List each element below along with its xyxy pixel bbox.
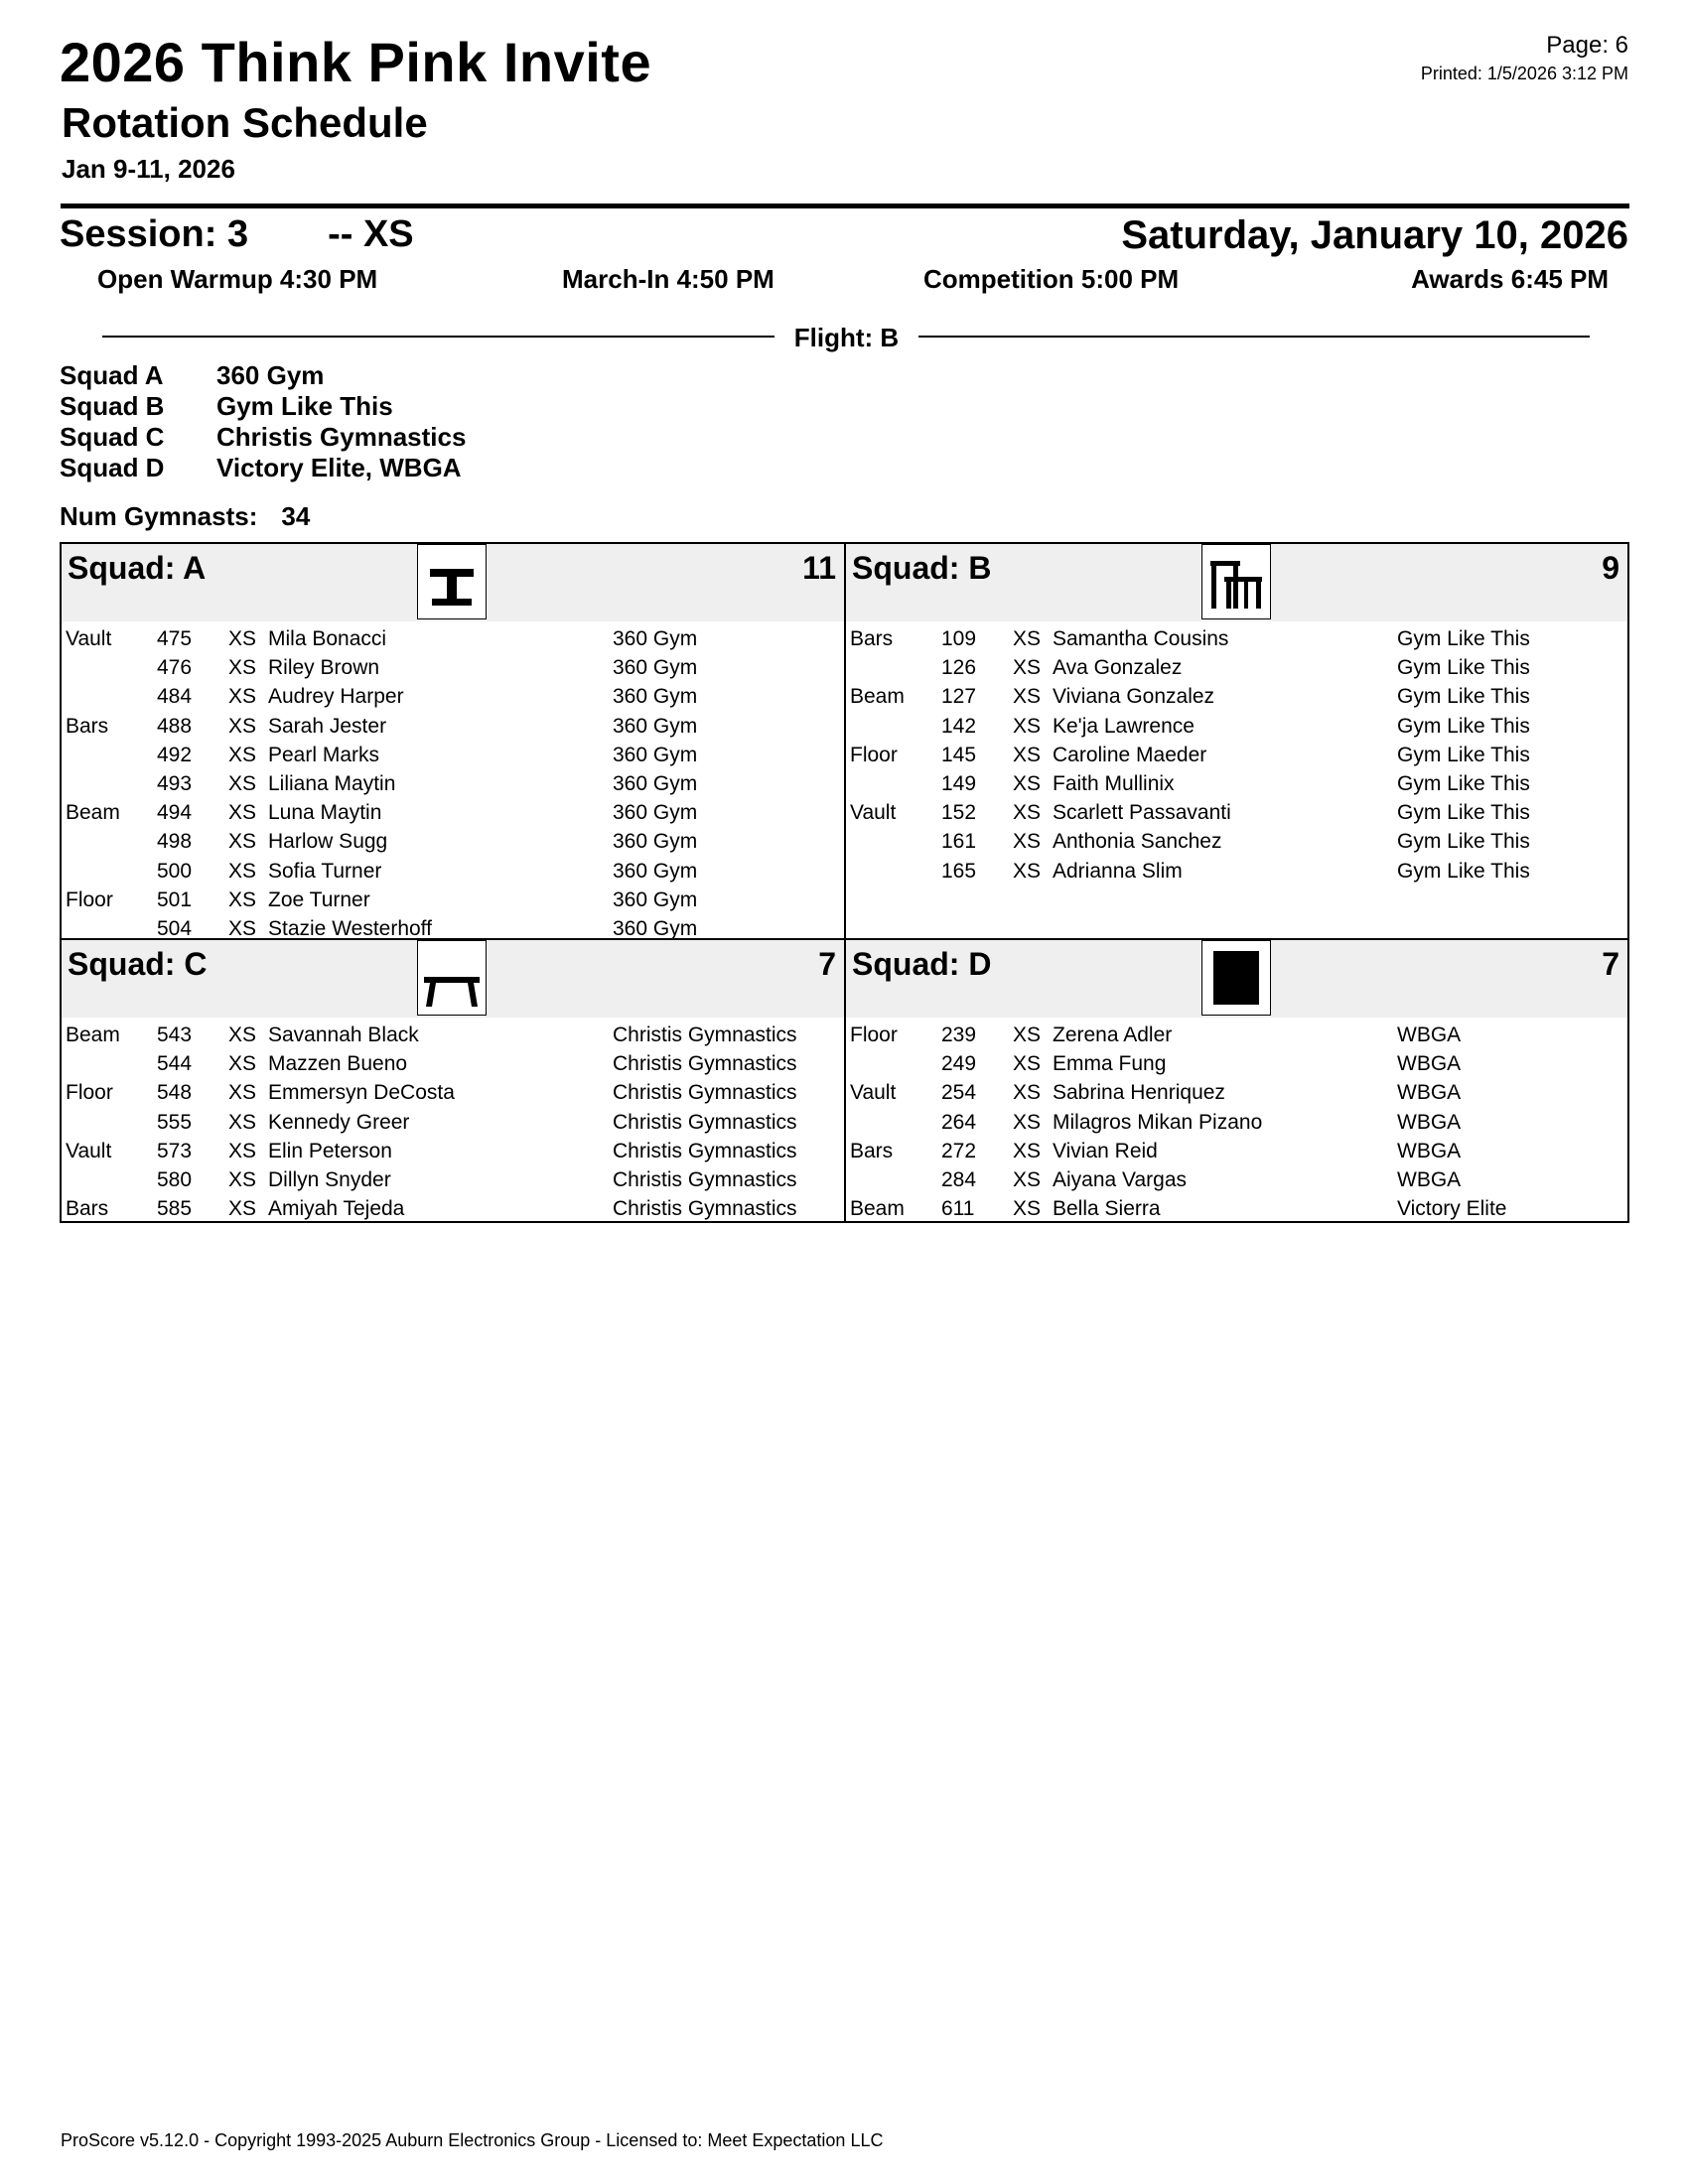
level-cell: XS — [1013, 1110, 1042, 1134]
number-cell: 573 — [157, 1139, 193, 1162]
gymnast-name: Sarah Jester — [268, 714, 387, 738]
gym-name: Gym Like This — [1397, 801, 1530, 825]
number-cell: 500 — [157, 859, 193, 883]
gymnast-row — [62, 624, 844, 653]
gymnast-row — [62, 653, 844, 682]
level-cell: XS — [228, 714, 257, 738]
flight-divider-left — [102, 336, 774, 338]
squad-name: Squad: C — [68, 946, 208, 982]
event-cell: Vault — [850, 801, 897, 825]
gym-name: 360 Gym — [613, 859, 698, 883]
gym-name: Gym Like This — [1397, 859, 1530, 883]
level-cell: XS — [228, 743, 257, 766]
report-subtitle: Rotation Schedule — [62, 99, 428, 146]
flight-label: Flight: B — [793, 323, 900, 352]
num-gymnasts-value: 34 — [281, 501, 311, 531]
event-cell: Vault — [66, 627, 112, 650]
number-cell: 272 — [941, 1139, 977, 1162]
gymnast-name: Kennedy Greer — [268, 1110, 410, 1134]
gym-name: Christis Gymnastics — [613, 1197, 797, 1221]
number-cell: 249 — [941, 1052, 977, 1076]
event-cell: Vault — [66, 1139, 112, 1162]
gymnast-row — [846, 682, 1627, 711]
squad-assignment: Squad D Victory Elite, WBGA — [60, 453, 462, 482]
gymnast-row — [62, 769, 844, 798]
gymnast-row — [62, 1021, 844, 1049]
gymnast-name: Ke'ja Lawrence — [1053, 714, 1195, 738]
gymnast-row — [62, 1165, 844, 1194]
gymnast-row — [846, 1137, 1627, 1165]
gymnast-row — [62, 1078, 844, 1107]
session-heading — [60, 213, 414, 256]
number-cell: 494 — [157, 801, 193, 825]
squad-name: Squad: D — [852, 946, 992, 982]
level-cell: XS — [228, 627, 257, 650]
event-cell: Vault — [850, 1081, 897, 1105]
number-cell: 254 — [941, 1081, 977, 1105]
gymnast-name: Mila Bonacci — [268, 627, 387, 650]
gymnast-name: Faith Mullinix — [1053, 771, 1175, 795]
level-cell: XS — [228, 887, 257, 911]
event-cell: Bars — [850, 1139, 894, 1162]
level-cell: XS — [228, 916, 257, 940]
level-cell: XS — [1013, 1024, 1042, 1046]
squad-panel-c — [60, 938, 846, 1223]
gym-name: Gym Like This — [1397, 830, 1530, 854]
gym-name: WBGA — [1397, 1139, 1462, 1162]
gymnast-row — [846, 1021, 1627, 1049]
number-cell: 543 — [157, 1024, 193, 1046]
gym-name: 360 Gym — [613, 743, 698, 766]
gymnast-name: Riley Brown — [268, 656, 380, 680]
gymnast-row — [846, 1165, 1627, 1194]
gymnast-row — [62, 741, 844, 769]
number-cell: 544 — [157, 1052, 193, 1076]
gym-name: Gym Like This — [1397, 685, 1530, 709]
footer-copyright: ProScore v5.12.0 - Copyright 1993-2025 Auburn Electronics Group - Licensed to: Meet Expectation LLC — [61, 2130, 884, 2150]
squad-panel-b — [844, 542, 1629, 940]
gymnast-name: Mazzen Bueno — [268, 1052, 408, 1076]
gymnast-row — [846, 1194, 1627, 1223]
level-cell: XS — [228, 685, 257, 709]
squad-assignment-list — [60, 360, 466, 483]
level-cell: XS — [1013, 771, 1042, 795]
event-cell: Floor — [850, 1024, 898, 1046]
level-cell: XS — [228, 1167, 257, 1191]
gymnast-list — [846, 1021, 1627, 1223]
gymnast-row — [846, 712, 1627, 741]
gym-name: WBGA — [1397, 1167, 1462, 1191]
squad-header — [62, 544, 844, 621]
number-cell: 501 — [157, 887, 193, 911]
gym-name: WBGA — [1397, 1081, 1462, 1105]
level-cell: XS — [1013, 1052, 1042, 1076]
gymnast-name: Samantha Cousins — [1053, 627, 1229, 650]
level-cell: XS — [1013, 685, 1042, 709]
squad-count: 7 — [818, 946, 836, 982]
gymnast-row — [846, 827, 1627, 856]
number-cell: 142 — [941, 714, 977, 738]
gymnast-row — [62, 857, 844, 886]
number-cell: 109 — [941, 627, 977, 650]
squad-count: 7 — [1602, 946, 1619, 982]
gym-name: 360 Gym — [613, 801, 698, 825]
squad-header — [846, 940, 1627, 1018]
level-cell: XS — [228, 859, 257, 883]
gym-name: WBGA — [1397, 1052, 1462, 1076]
printed-timestamp: Printed: 1/5/2026 3:12 PM — [1420, 64, 1628, 83]
gym-name: 360 Gym — [613, 627, 698, 650]
gymnast-name: Scarlett Passavanti — [1053, 801, 1231, 825]
uneven-bars-icon — [1201, 544, 1271, 619]
number-cell: 152 — [941, 801, 977, 825]
num-gymnasts: Num Gymnasts: 34 — [60, 501, 311, 531]
level-cell: XS — [1013, 1081, 1042, 1105]
level-cell: XS — [1013, 859, 1042, 883]
gym-name: Christis Gymnastics — [613, 1167, 797, 1191]
number-cell: 504 — [157, 916, 193, 940]
gymnast-name: Elin Peterson — [268, 1139, 392, 1162]
flight-divider-right — [918, 336, 1590, 338]
level-cell: XS — [228, 771, 257, 795]
level-cell: XS — [1013, 656, 1042, 680]
level-cell: XS — [228, 1139, 257, 1162]
gymnast-list — [62, 624, 844, 943]
event-cell: Beam — [66, 1024, 120, 1046]
number-cell: 284 — [941, 1167, 977, 1191]
number-cell: 488 — [157, 714, 193, 738]
gym-name: 360 Gym — [613, 830, 698, 854]
squad-panel-d — [844, 938, 1629, 1223]
march-in-time: March-In 4:50 PM — [562, 264, 774, 294]
number-cell: 493 — [157, 771, 193, 795]
event-cell: Beam — [850, 1197, 905, 1221]
floor-mat-icon — [1201, 940, 1271, 1016]
number-cell: 239 — [941, 1024, 977, 1046]
gymnast-name: Aiyana Vargas — [1053, 1167, 1188, 1191]
gymnast-name: Ava Gonzalez — [1053, 656, 1183, 680]
gymnast-row — [62, 886, 844, 914]
gymnast-row — [846, 1108, 1627, 1137]
gym-name: Gym Like This — [1397, 771, 1530, 795]
gymnast-row — [62, 827, 844, 856]
number-cell: 475 — [157, 627, 193, 650]
vault-icon — [417, 544, 487, 619]
gymnast-name: Bella Sierra — [1053, 1197, 1161, 1221]
session-day: Saturday, January 10, 2026 — [1121, 213, 1628, 257]
gym-name: 360 Gym — [613, 916, 698, 940]
gymnast-name: Adrianna Slim — [1053, 859, 1183, 883]
gym-name: Gym Like This — [1397, 714, 1530, 738]
gymnast-row — [846, 624, 1627, 653]
gymnast-row — [846, 653, 1627, 682]
balance-beam-icon — [417, 940, 487, 1016]
gymnast-row — [62, 682, 844, 711]
gym-name: Gym Like This — [1397, 743, 1530, 766]
gymnast-name: Milagros Mikan Pizano — [1053, 1110, 1263, 1134]
gym-name: Christis Gymnastics — [613, 1052, 797, 1076]
meet-title: 2026 Think Pink Invite — [60, 31, 652, 93]
squad-panel-a — [60, 542, 846, 940]
event-cell: Floor — [66, 1081, 113, 1105]
number-cell: 498 — [157, 830, 193, 854]
event-cell: Floor — [66, 887, 113, 911]
header-divider — [61, 204, 1629, 208]
number-cell: 580 — [157, 1167, 193, 1191]
gymnast-name: Pearl Marks — [268, 743, 380, 766]
number-cell: 145 — [941, 743, 977, 766]
level-cell: XS — [228, 1081, 257, 1105]
event-cell: Floor — [850, 743, 898, 766]
session-label: Session: 3 — [60, 213, 249, 255]
gymnast-name: Emma Fung — [1053, 1052, 1167, 1076]
number-cell: 555 — [157, 1110, 193, 1134]
number-cell: 149 — [941, 771, 977, 795]
gymnast-name: Stazie Westerhoff — [268, 916, 432, 940]
event-cell: Beam — [850, 685, 905, 709]
gym-name: WBGA — [1397, 1110, 1462, 1134]
gymnast-name: Zerena Adler — [1053, 1024, 1173, 1046]
gym-name: Christis Gymnastics — [613, 1110, 797, 1134]
gymnast-row — [846, 857, 1627, 886]
gymnast-name: Amiyah Tejeda — [268, 1197, 405, 1221]
gymnast-row — [62, 1137, 844, 1165]
gymnast-name: Sofia Turner — [268, 859, 382, 883]
gymnast-name: Zoe Turner — [268, 887, 370, 911]
level-cell: XS — [228, 1052, 257, 1076]
level-cell: XS — [1013, 714, 1042, 738]
gymnast-name: Sabrina Henriquez — [1053, 1081, 1225, 1105]
level-cell: XS — [228, 1024, 257, 1046]
gymnast-row — [846, 1078, 1627, 1107]
level-cell: XS — [228, 830, 257, 854]
squad-header — [62, 940, 844, 1018]
gymnast-name: Viviana Gonzalez — [1053, 685, 1215, 709]
meet-dates: Jan 9-11, 2026 — [62, 154, 235, 184]
number-cell: 492 — [157, 743, 193, 766]
gym-name: Christis Gymnastics — [613, 1081, 797, 1105]
gym-name: 360 Gym — [613, 771, 698, 795]
gym-name: 360 Gym — [613, 685, 698, 709]
competition-time: Competition 5:00 PM — [923, 264, 1180, 294]
gymnast-row — [846, 1049, 1627, 1078]
event-cell: Bars — [850, 627, 894, 650]
level-cell: XS — [1013, 830, 1042, 854]
gymnast-name: Emmersyn DeCosta — [268, 1081, 455, 1105]
level-cell: XS — [228, 656, 257, 680]
gymnast-name: Caroline Maeder — [1053, 743, 1207, 766]
gymnast-row — [846, 769, 1627, 798]
gymnast-row — [62, 1194, 844, 1223]
squad-name: Squad: B — [852, 550, 992, 586]
gym-name: Gym Like This — [1397, 627, 1530, 650]
squad-count: 9 — [1602, 550, 1619, 586]
level-cell: XS — [1013, 743, 1042, 766]
gymnast-list — [62, 1021, 844, 1223]
number-cell: 165 — [941, 859, 977, 883]
gymnast-list — [846, 624, 1627, 886]
gymnast-row — [62, 1049, 844, 1078]
number-cell: 611 — [941, 1197, 975, 1221]
event-cell: Bars — [66, 1197, 109, 1221]
squad-name: Squad: A — [68, 550, 207, 586]
number-cell: 476 — [157, 656, 193, 680]
squad-count: 11 — [802, 550, 836, 586]
page-number: Page: 6 — [1546, 32, 1628, 59]
gym-name: Gym Like This — [1397, 656, 1530, 680]
gym-name: 360 Gym — [613, 656, 698, 680]
gymnast-name: Vivian Reid — [1053, 1139, 1158, 1162]
level-cell: XS — [228, 801, 257, 825]
gymnast-name: Anthonia Sanchez — [1053, 830, 1222, 854]
gym-name: 360 Gym — [613, 714, 698, 738]
number-cell: 264 — [941, 1110, 977, 1134]
gymnast-row — [62, 1108, 844, 1137]
squad-assignment: Squad A 360 Gym — [60, 360, 325, 390]
open-warmup-time: Open Warmup 4:30 PM — [97, 264, 378, 294]
gymnast-row — [62, 798, 844, 827]
gymnast-row — [846, 741, 1627, 769]
gymnast-name: Savannah Black — [268, 1024, 419, 1046]
gymnast-row — [846, 798, 1627, 827]
level-cell: XS — [1013, 1197, 1042, 1221]
level-cell: XS — [228, 1197, 257, 1221]
level-cell: XS — [228, 1110, 257, 1134]
level-cell: XS — [1013, 1167, 1042, 1191]
gym-name: Christis Gymnastics — [613, 1024, 797, 1046]
gym-name: Christis Gymnastics — [613, 1139, 797, 1162]
squad-assignment: Squad B Gym Like This — [60, 391, 393, 421]
level-cell: XS — [1013, 801, 1042, 825]
number-cell: 548 — [157, 1081, 193, 1105]
gym-name: Victory Elite — [1397, 1197, 1507, 1221]
gym-name: WBGA — [1397, 1024, 1462, 1046]
number-cell: 484 — [157, 685, 193, 709]
session-level: -- XS — [328, 213, 414, 255]
event-cell: Bars — [66, 714, 109, 738]
level-cell: XS — [1013, 1139, 1042, 1162]
number-cell: 161 — [941, 830, 977, 854]
gym-name: 360 Gym — [613, 887, 698, 911]
gymnast-name: Audrey Harper — [268, 685, 404, 709]
gymnast-name: Harlow Sugg — [268, 830, 388, 854]
squad-header — [846, 544, 1627, 621]
gymnast-name: Liliana Maytin — [268, 771, 396, 795]
gymnast-row — [62, 712, 844, 741]
gymnast-name: Luna Maytin — [268, 801, 382, 825]
number-cell: 126 — [941, 656, 977, 680]
number-cell: 585 — [157, 1197, 193, 1221]
awards-time: Awards 6:45 PM — [1411, 264, 1609, 294]
number-cell: 127 — [941, 685, 977, 709]
squad-assignment: Squad C Christis Gymnastics — [60, 422, 467, 452]
event-cell: Beam — [66, 801, 120, 825]
level-cell: XS — [1013, 627, 1042, 650]
gymnast-name: Dillyn Snyder — [268, 1167, 391, 1191]
